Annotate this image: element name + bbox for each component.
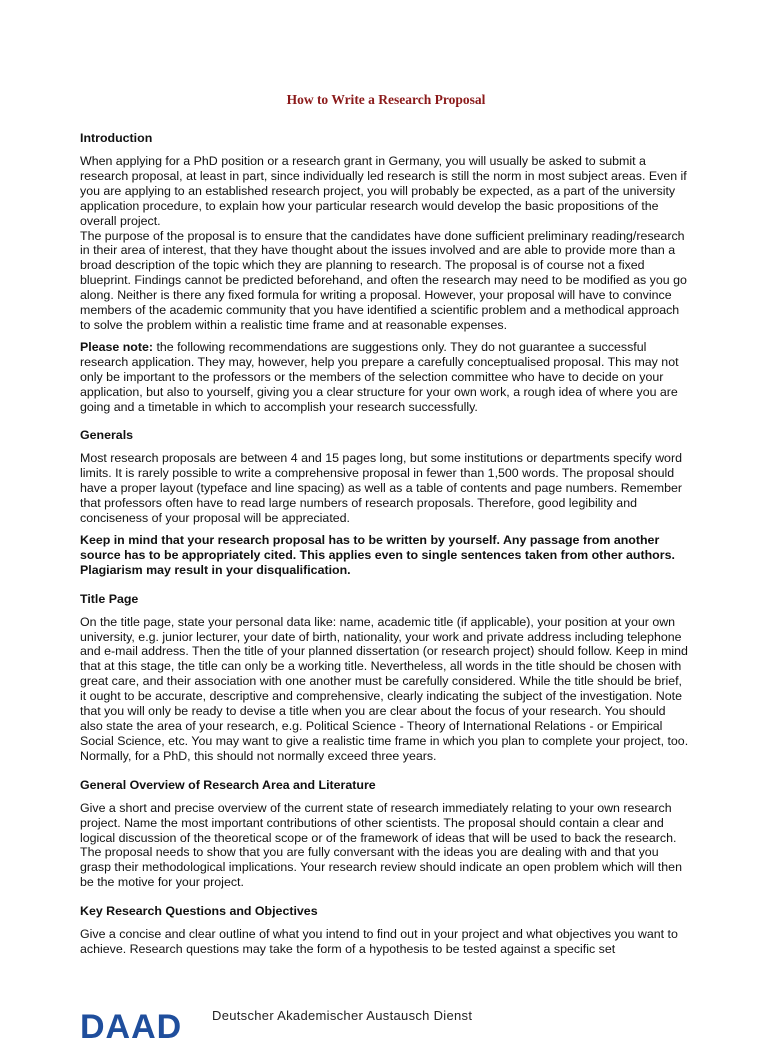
generals-paragraph-1: Most research proposals are between 4 and 15 pages long, but some institutions or departments specify word limits. It is rarely possible to write a comprehensive proposal in fewer than 1,500 words. The proposal should have a proper layout (typeface and line spacing) as well as a table of contents and page numbers. Remember that professors often have to read large numbers of research proposals. Therefore, good legibility and conciseness of your proposal will be appreciated.	[80, 451, 682, 526]
heading-generals: Generals	[80, 428, 134, 443]
heading-introduction: Introduction	[80, 131, 153, 145]
document-title: How to Write a Research Proposal	[286, 92, 486, 107]
note-text: the following recommendations are suggestions only. They do not guarantee a successful research application. They may, however, help you prepare a carefully conceptualised proposal. This may not only be important to the professors or the members of the selection committee who have to decide on your application, but also to yourself, giving you a clear structure for your own work, a rough idea of where you are going and a timetable in which to accomplish your research successfully.	[80, 339, 679, 414]
page-footer	[0, 1006, 768, 1046]
heading-title-page: Title Page	[80, 591, 139, 606]
document-content	[80, 131, 690, 957]
intro-note-paragraph	[80, 340, 690, 415]
daad-logo: DAAD	[80, 1008, 183, 1046]
questions-paragraph: Give a concise and clear outline of what you intend to find out in your project and what objectives you want to achieve. Research questions may take the form of a hypothesis to be tested against a specific set	[80, 927, 678, 957]
generals-paragraph-2: Keep in mind that your research proposal has to be written by yourself. Any passage from another source has to be appropriately cited. This applies even to single sentences taken from other authors. Plagiarism may result in your disqualification.	[80, 532, 675, 577]
heading-questions: Key Research Questions and Objectives	[80, 904, 318, 919]
intro-paragraph-2: The purpose of the proposal is to ensure that the candidates have done sufficient preliminary reading/research in their area of interest, that they have thought about the issues involved and are able to provide more than a broad description of the topic which they are planning to research. The proposal is of course not a fixed blueprint. Findings cannot be predicted beforehand, and often the research may need to be modified as you go along. Neither is there any fixed formula for writing a proposal. However, your proposal will have to convince members of the academic community that you have identified a scientific problem and a methodical approach to solve the problem within a realistic time frame and at reasonable expenses.	[80, 228, 687, 332]
intro-paragraph-1: When applying for a PhD position or a research grant in Germany, you will usually be asked to submit a research proposal, at least in part, since individually led research is still the norm in most subject areas. Even if you are applying to an established research project, you will probably be expected, as a part of the university application procedure, to explain how your particular research would develop the basic propositions of the overall project.	[80, 154, 687, 228]
organization-name: Deutscher Akademischer Austausch Dienst	[212, 1008, 473, 1023]
overview-paragraph: Give a short and precise overview of the current state of research immediately relating to your own research project. Name the most important contributions of other scientists. The proposal should contain a clear and logical discussion of the theoretical scope or of the framework of ideas that will be used to back the research. The proposal needs to show that you are fully conversant with the ideas you are dealing with and that you grasp their methodological implications. Your research review should indicate an open problem which will then be the motive for your project.	[80, 800, 682, 890]
heading-overview: General Overview of Research Area and Literature	[80, 777, 376, 792]
title-page-paragraph: On the title page, state your personal data like: name, academic title (if applicable), your position at your own university, e.g. junior lecturer, your date of birth, nationality, your work and private address including telephone and e-mail address. Then the title of your planned dissertation (or research project) should follow. Keep in mind that at this stage, the title can only be a working title. Nevertheless, all words in the title should be chosen with great care, and their association with one another must be carefully considered. While the title should be brief, it ought to be accurate, descriptive and comprehensive, clearly indicating the subject of the investigation. Note that you will only be ready to devise a title when you are clear about the focus of your research. You should also state the area of your research, e.g. Political Science - Theory of International Relations - or Empirical Social Science, etc. You may want to give a realistic time frame in which you plan to complete your project, too. Normally, for a PhD, this should not normally exceed three years.	[80, 614, 689, 763]
note-label: Please note:	[80, 339, 153, 354]
